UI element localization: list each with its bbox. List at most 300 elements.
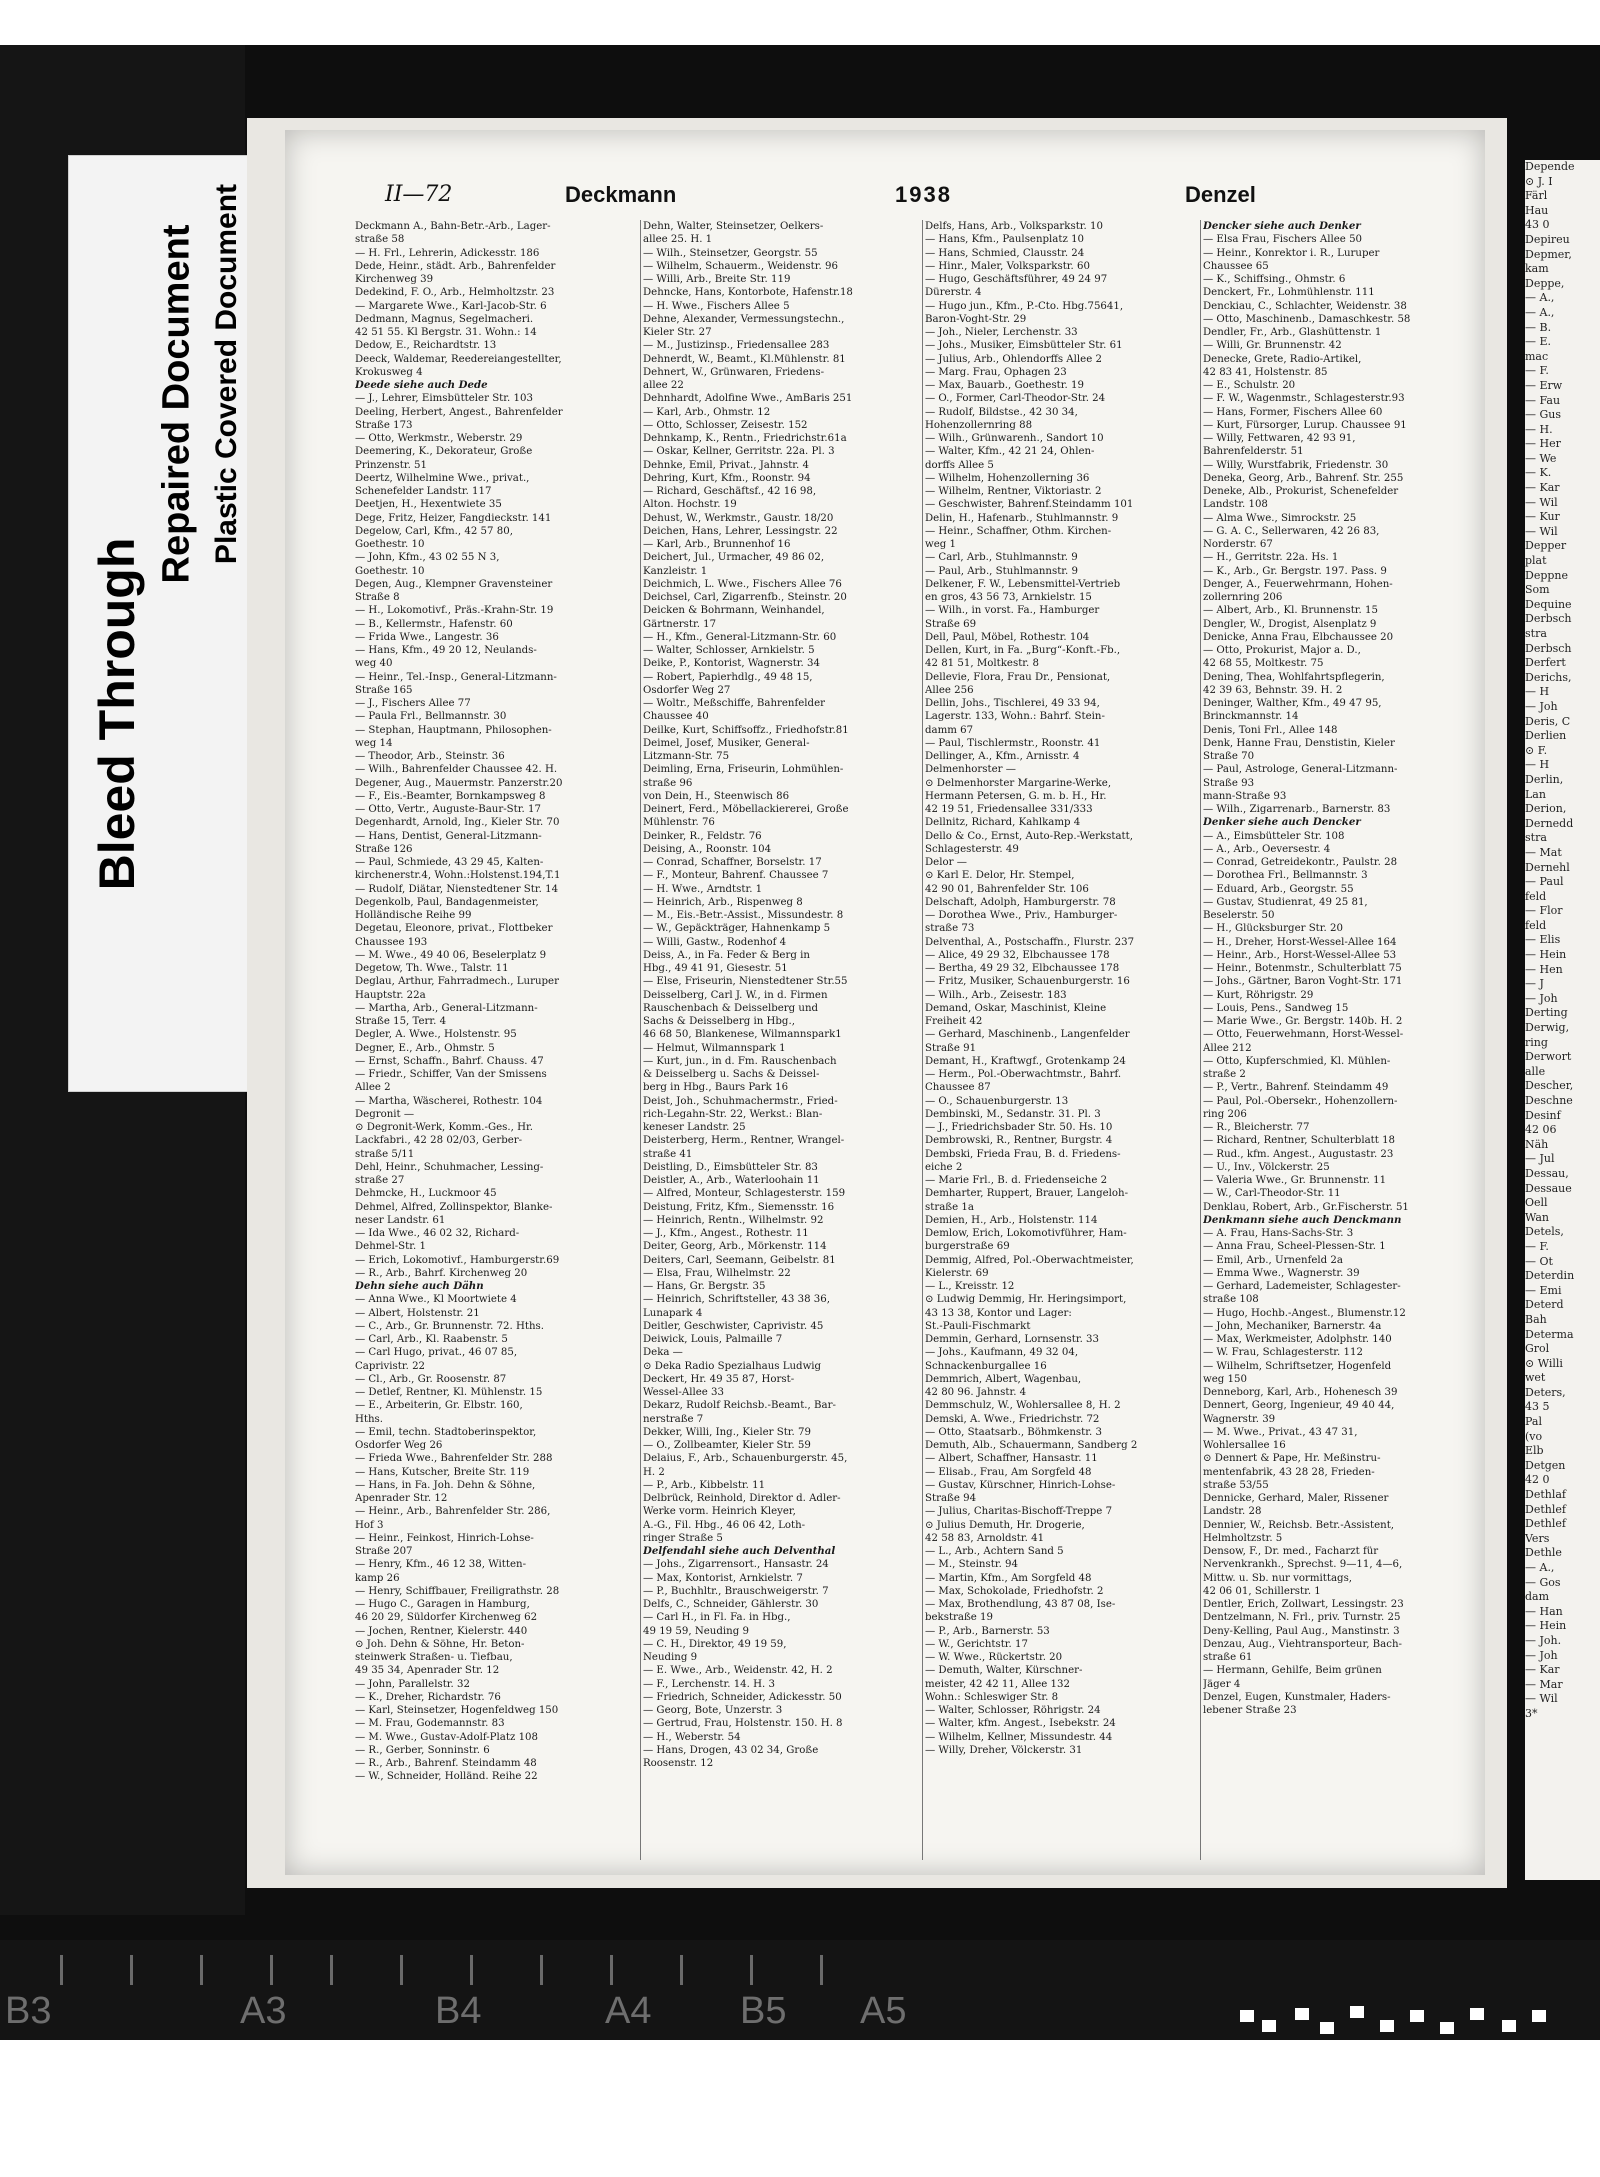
directory-entry-line: Delfs, Hans, Arb., Volksparkstr. 10 bbox=[925, 221, 1103, 232]
directory-entry-line: ringer Straße 5 bbox=[643, 1532, 723, 1544]
directory-entry-line: — M. Wwe., 49 40 06, Beselerplatz 9 bbox=[355, 949, 547, 961]
directory-entry-line: Deist, Joh., Schuhmachermstr., Fried- bbox=[643, 1095, 838, 1107]
directory-entry-line: — Willy, Wurstfabrik, Friedenstr. 30 bbox=[1203, 459, 1389, 471]
directory-entry-line: Mühlenstr. 76 bbox=[643, 817, 715, 829]
directory-entry-line: & Deisselberg u. Sachs & Deissel- bbox=[643, 1069, 820, 1080]
adjacent-page-line: — Mat bbox=[1525, 845, 1562, 859]
directory-entry-line: — Geschwister, Bahrenf.Steindamm 101 bbox=[925, 499, 1134, 511]
directory-entry-line: Osdorfer Weg 26 bbox=[355, 1440, 443, 1451]
directory-entry-line: Demmin, Gerhard, Lornsenstr. 33 bbox=[925, 1334, 1100, 1345]
directory-entry-line: — Wilhelm, Kellner, Missundestr. 44 bbox=[925, 1731, 1113, 1743]
directory-entry-line: Wessel-Allee 33 bbox=[643, 1387, 724, 1398]
directory-entry-line: — Max, Brothendlung, 43 87 08, Ise- bbox=[925, 1599, 1116, 1610]
adjacent-page-line: — Jul bbox=[1525, 1152, 1555, 1166]
directory-entry-line: — Marie Wwe., Gr. Bergstr. 140b. H. 2 bbox=[1203, 1016, 1403, 1027]
directory-entry-line: Demant, H., Kraftwgf., Grotenkamp 24 bbox=[925, 1055, 1126, 1067]
directory-entry-line: Deiter, Georg, Arb., Mörkenstr. 114 bbox=[643, 1241, 827, 1253]
directory-entry-line: Deckmann A., Bahn-Betr.-Arb., Lager- bbox=[355, 221, 551, 232]
directory-entry-line: Dell, Paul, Möbel, Rothestr. 104 bbox=[925, 631, 1090, 643]
directory-entry-line: straße 41 bbox=[643, 1148, 693, 1160]
directory-entry-line: Deglau, Arthur, Fahrradmech., Luruper bbox=[355, 976, 559, 988]
adjacent-page-line: Depmer, bbox=[1525, 247, 1572, 261]
directory-entry-line: Denckiau, C., Schlachter, Weidenstr. 38 bbox=[1203, 300, 1407, 312]
directory-entry-line: — P., Arb., Barnerstr. 53 bbox=[925, 1625, 1050, 1637]
adjacent-page-line: Elb bbox=[1525, 1444, 1544, 1458]
directory-entry-line: Deny-Kelling, Paul Aug., Manstinstr. 3 bbox=[1203, 1625, 1400, 1637]
directory-entry-line: Goethestr. 10 bbox=[355, 539, 425, 550]
adjacent-page-line: — Gus bbox=[1525, 408, 1562, 422]
adjacent-page-line: — Paul bbox=[1525, 875, 1564, 889]
directory-entry-line: ring 206 bbox=[1203, 1108, 1247, 1120]
directory-entry-line: — H., Kfm., General-Litzmann-Str. 60 bbox=[643, 631, 837, 643]
directory-entry-line: Dehnerdt, W., Beamt., Kl.Mühlenstr. 81 bbox=[643, 353, 846, 365]
directory-entry-line: en gros, 43 56 73, Arnkielstr. 15 bbox=[925, 592, 1092, 603]
directory-entry-line: berg in Hbg., Baurs Park 16 bbox=[643, 1082, 789, 1094]
directory-entry-line: — Heinr., Arb., Horst-Wessel-Allee 53 bbox=[1203, 949, 1397, 961]
directory-entry-line: Deiters, Carl, Seemann, Geibelstr. 81 bbox=[643, 1254, 836, 1266]
directory-entry-line: Denger, A., Feuerwehrmann, Hohen- bbox=[1203, 578, 1393, 590]
directory-entry-line: — Willy, Fettwaren, 42 93 91, bbox=[1203, 433, 1356, 444]
directory-entry-line: A.-G., Fil. Hbg., 46 06 42, Loth- bbox=[643, 1519, 806, 1531]
directory-entry-line: — Heinr., Konrektor i. R., Luruper bbox=[1203, 247, 1380, 259]
directory-entry-line: ⊙ Degronit-Werk, Komm.-Ges., Hr. bbox=[355, 1122, 533, 1133]
directory-entry-line: — Marg. Frau, Ophagen 23 bbox=[925, 366, 1067, 378]
directory-entry-line: straße 61 bbox=[1203, 1652, 1253, 1663]
directory-entry-line: Lackfabri., 42 28 02/03, Gerber- bbox=[355, 1135, 523, 1147]
adjacent-page-line: alle bbox=[1525, 1064, 1546, 1078]
directory-entry-line: — K., Schiffsing., Ohmstr. 6 bbox=[1203, 274, 1346, 285]
directory-entry-line: — Max, Bauarb., Goethestr. 19 bbox=[925, 380, 1084, 391]
directory-entry-line: — Joh., Nieler, Lerchenstr. 33 bbox=[925, 327, 1078, 338]
directory-entry-line: mentenfabrik, 43 28 28, Frieden- bbox=[1203, 1466, 1375, 1478]
directory-entry-line: Denklau, Robert, Arb., Gr.Fischerstr. 51 bbox=[1203, 1201, 1409, 1213]
directory-entry-line: — Henry, Kfm., 46 12 38, Witten- bbox=[355, 1559, 527, 1571]
adjacent-page-line: — Erw bbox=[1525, 378, 1563, 392]
adjacent-page-line: — Kur bbox=[1525, 510, 1560, 524]
adjacent-page-line: — Her bbox=[1525, 437, 1561, 451]
directory-entry-line: — A., Arb., Oeversestr. 4 bbox=[1203, 843, 1331, 855]
directory-entry-line: Dede, Heinr., städt. Arb., Bahrenfelder bbox=[355, 260, 556, 272]
adjacent-page-line: Oell bbox=[1525, 1196, 1548, 1210]
directory-entry-line: — Theodor, Arb., Steinstr. 36 bbox=[355, 751, 505, 762]
adjacent-page-line: wet bbox=[1525, 1371, 1546, 1385]
directory-entry-line: Dentzelmann, N. Frl., priv. Turnstr. 25 bbox=[1203, 1612, 1401, 1624]
directory-entry-line: 49 19 59, Neuding 9 bbox=[643, 1625, 749, 1637]
directory-entry-line: Deckert, Hr. 49 35 87, Horst- bbox=[643, 1373, 795, 1385]
directory-entry-line: Deicken & Bohrmann, Weinhandel, bbox=[643, 605, 825, 617]
directory-entry-line: Landstr. 28 bbox=[1203, 1506, 1262, 1518]
directory-entry-line: — Louis, Pens., Sandweg 15 bbox=[1203, 1002, 1349, 1014]
adjacent-page-line: — Joh bbox=[1525, 699, 1558, 713]
directory-entry-line: nerstraße 7 bbox=[643, 1413, 704, 1425]
directory-entry-line: Degronit — bbox=[355, 1108, 415, 1120]
directory-entry-line: 42 81 51, Moltkestr. 8 bbox=[925, 658, 1039, 670]
directory-entry-line: — Elsa Frau, Fischers Allee 50 bbox=[1203, 234, 1363, 246]
directory-entry-line: — J., Fischers Allee 77 bbox=[355, 698, 471, 709]
directory-entry-line: Dellnitz, Richard, Kahlkamp 4 bbox=[925, 817, 1081, 829]
directory-entry-line: bekstraße 19 bbox=[925, 1612, 994, 1624]
directory-entry-line: Neuding 9 bbox=[643, 1652, 698, 1663]
column-divider bbox=[922, 220, 923, 1860]
directory-entry-line: — Hugo, Geschäftsführer, 49 24 97 bbox=[925, 274, 1108, 285]
directory-entry-line: — Robert, Papierhdlg., 49 48 15, bbox=[643, 671, 813, 683]
directory-entry-line: — Walter, Kfm., 42 21 24, Ohlen- bbox=[925, 446, 1095, 458]
directory-entry-line: Mittw. u. Sb. nur vormittags, bbox=[1203, 1572, 1353, 1584]
directory-entry-line: ⊙ Ludwig Demmig, Hr. Heringsimport, bbox=[925, 1294, 1127, 1306]
directory-entry-line: Straße 70 bbox=[1203, 751, 1255, 762]
directory-entry-line: Wohlersallee 16 bbox=[1203, 1440, 1286, 1451]
adjacent-page-line: Deppe, bbox=[1525, 276, 1565, 290]
adjacent-page-line: — Joh. bbox=[1525, 1633, 1562, 1647]
directory-entry-line: — Gerhard, Maschinenb., Langenfelder bbox=[925, 1029, 1130, 1041]
directory-entry-line: — Wilhelm, Hohenzollerning 36 bbox=[925, 472, 1090, 484]
directory-entry-line: Denckert, Fr., Lohmühlenstr. 111 bbox=[1203, 287, 1375, 299]
color-calibration-dots bbox=[1240, 2000, 1570, 2040]
directory-entry-line: — Heinr., Botenmstr., Schulterblatt 75 bbox=[1203, 963, 1402, 974]
directory-entry-line: — Johs., Zigarrensort., Hansastr. 24 bbox=[643, 1559, 829, 1571]
directory-entry-line: Straße 69 bbox=[925, 618, 977, 630]
adjacent-page-line: Depper bbox=[1525, 539, 1567, 553]
directory-entry-line: — Wilhelm, Schriftsetzer, Hogenfeld bbox=[1203, 1360, 1392, 1372]
directory-entry-line: H. 2 bbox=[643, 1466, 665, 1478]
directory-entry-line: Dellinger, A., Kfm., Arnisstr. 4 bbox=[925, 751, 1080, 762]
directory-entry-line: — M., Steinstr. 94 bbox=[925, 1559, 1019, 1571]
directory-entry-line: Straße 8 bbox=[355, 592, 400, 603]
directory-entry-line: — W., Schneider, Holländ. Reihe 22 bbox=[355, 1771, 538, 1783]
directory-entry-line: allee 25. H. 1 bbox=[643, 234, 713, 246]
directory-entry-line: Delfs, C., Schneider, Gählerstr. 30 bbox=[643, 1599, 819, 1610]
directory-entry-line: straße 1a bbox=[925, 1201, 974, 1213]
directory-entry-line: Dembski, Frieda Frau, B. d. Friedens- bbox=[925, 1148, 1121, 1160]
directory-entry-line: 42 83 41, Holstenstr. 85 bbox=[1203, 366, 1328, 378]
directory-entry-line: — Demuth, Walter, Kürschner- bbox=[925, 1665, 1083, 1677]
directory-entry-line: straße 5/11 bbox=[355, 1148, 415, 1160]
directory-entry-line: Delventhal, A., Postschaffn., Flurstr. 237 bbox=[925, 936, 1135, 948]
directory-entry-line: — Carl H., in Fl. Fa. in Hbg., bbox=[643, 1612, 791, 1624]
directory-entry-line: Deinert, Ferd., Möbellackiererei, Große bbox=[643, 804, 849, 815]
directory-entry-line: — Heinrich, Rentn., Wilhelmstr. 92 bbox=[643, 1214, 824, 1226]
directory-entry-line: weg 14 bbox=[355, 737, 393, 749]
adjacent-page-line: Deppne bbox=[1525, 568, 1569, 582]
directory-entry-line: Demski, A. Wwe., Friedrichstr. 72 bbox=[925, 1413, 1100, 1425]
directory-entry-line: — Martha, Arb., General-Litzmann- bbox=[355, 1002, 538, 1014]
directory-entry-line: Kieler Str. 27 bbox=[643, 327, 712, 338]
directory-entry-line: Norderstr. 67 bbox=[1203, 539, 1273, 550]
directory-entry-line: — Hans, Drogen, 43 02 34, Große bbox=[643, 1744, 819, 1756]
directory-entry-line: Dembrowski, R., Rentner, Burgstr. 4 bbox=[925, 1135, 1113, 1147]
directory-entry-line: Holländische Reihe 99 bbox=[355, 910, 472, 921]
directory-entry-line: Demlow, Erich, Lokomotivführer, Ham- bbox=[925, 1228, 1127, 1239]
adjacent-page-line: — Hein bbox=[1525, 1619, 1567, 1633]
adjacent-page-line: Dethlef bbox=[1525, 1517, 1566, 1531]
directory-entry-line: — Walter, kfm. Angest., Isebekstr. 24 bbox=[925, 1718, 1116, 1730]
directory-entry-line: ⊙ Dennert & Pape, Hr. Meßinstru- bbox=[1203, 1453, 1381, 1465]
directory-entry-line: Dekker, Willi, Ing., Kieler Str. 79 bbox=[643, 1426, 811, 1438]
directory-entry-line: Deichsel, Carl, Zigarrenfb., Steinstr. 20 bbox=[643, 592, 847, 603]
adjacent-page-line: ⊙ J. I bbox=[1525, 174, 1553, 188]
directory-entry-line: — Walter, Schlosser, Arnkielstr. 5 bbox=[643, 645, 815, 656]
directory-entry-line: Dendler, Fr., Arb., Glashüttenstr. 1 bbox=[1203, 327, 1382, 338]
directory-entry-line: Deisselberg, Carl J. W., in d. Firmen bbox=[643, 989, 828, 1001]
directory-entry-line: Wagnerstr. 39 bbox=[1203, 1413, 1276, 1425]
directory-entry-line: Hths. bbox=[355, 1413, 384, 1425]
adjacent-page-line: Descher, bbox=[1525, 1079, 1574, 1093]
directory-entry-line: Deistler, A., Arb., Waterloohain 11 bbox=[643, 1175, 820, 1186]
directory-entry-line: — Carl Hugo, privat., 46 07 85, bbox=[355, 1347, 518, 1359]
directory-entry-line: — H., Dreher, Horst-Wessel-Allee 164 bbox=[1203, 936, 1397, 948]
directory-entry-line: — Albert, Holstenstr. 21 bbox=[355, 1307, 480, 1319]
directory-entry-line: — H., Gerritstr. 22a. Hs. 1 bbox=[1203, 552, 1339, 564]
directory-entry-line: Delkener, F. W., Lebensmittel-Vertrieb bbox=[925, 578, 1121, 590]
directory-entry-line: zollernring 206 bbox=[1203, 592, 1283, 603]
directory-entry-line: — W., Carl-Theodor-Str. 11 bbox=[1203, 1188, 1341, 1200]
directory-entry-line: Deistung, Fritz, Kfm., Siemensstr. 16 bbox=[643, 1201, 835, 1213]
directory-entry-line: — Carl, Arb., Kl. Raabenstr. 5 bbox=[355, 1334, 508, 1345]
directory-entry-line: Werke vorm. Heinrich Kleyer, bbox=[643, 1506, 796, 1518]
directory-entry-line: Deisterberg, Herm., Rentner, Wrangel- bbox=[643, 1135, 845, 1147]
directory-entry-line: — Marie Frl., B. d. Friedenseiche 2 bbox=[925, 1175, 1108, 1186]
directory-entry-line: — Gustav, Kürschner, Hinrich-Lohse- bbox=[925, 1479, 1116, 1491]
directory-entry-line: Degen, Aug., Klempner Gravensteiner bbox=[355, 578, 553, 590]
adjacent-page-line: Dethlaf bbox=[1525, 1488, 1566, 1502]
adjacent-page-line: Pal bbox=[1525, 1415, 1542, 1429]
directory-entry-line: Helmholtzstr. 5 bbox=[1203, 1532, 1283, 1544]
directory-entry-line: — E., Schulstr. 20 bbox=[1203, 380, 1296, 391]
directory-entry-line: — P., Buchhltr., Brauschweigerstr. 7 bbox=[643, 1585, 829, 1597]
directory-entry-line: straße 27 bbox=[355, 1175, 405, 1186]
directory-entry-line: Beselerstr. 50 bbox=[1203, 910, 1275, 921]
directory-entry-line: St.-Pauli-Fischmarkt bbox=[925, 1320, 1031, 1332]
directory-entry-line: — Rudolf, Bildstse., 42 30 34, bbox=[925, 406, 1078, 418]
directory-entry-line: Jäger 4 bbox=[1203, 1678, 1241, 1690]
directory-entry-line: Wohn.: Schleswiger Str. 8 bbox=[925, 1691, 1059, 1703]
directory-entry-line: kamp 26 bbox=[355, 1572, 400, 1584]
directory-entry-line: — Albert, Arb., Kl. Brunnenstr. 15 bbox=[1203, 605, 1378, 617]
directory-entry-line: — Kurt, Röhrigstr. 29 bbox=[1203, 989, 1314, 1001]
directory-entry-line: Dürerstr. 4 bbox=[925, 287, 982, 299]
directory-entry-line: Sachs & Deisselberg in Hbg., bbox=[643, 1016, 795, 1027]
directory-entry-line: Prinzenstr. 51 bbox=[355, 459, 428, 471]
directory-entry-line: — C., Arb., Gr. Brunnenstr. 72. Hths. bbox=[355, 1320, 545, 1332]
directory-entry-line: Demien, H., Arb., Holstenstr. 114 bbox=[925, 1214, 1098, 1226]
adjacent-page-line: ⊙ Willi bbox=[1525, 1356, 1563, 1370]
directory-entry-line: — Elisab., Frau, Am Sorgfeld 48 bbox=[925, 1466, 1092, 1478]
directory-entry-line: — Friedrich, Schneider, Adickesstr. 50 bbox=[643, 1691, 842, 1703]
adjacent-page-line: Deris, C bbox=[1525, 714, 1571, 728]
directory-entry-line: Deeck, Waldemar, Reedereiangestellter, bbox=[355, 353, 562, 365]
directory-entry-line: — Dorothea Frl., Bellmannstr. 3 bbox=[1203, 870, 1368, 882]
directory-entry-line: 46 20 29, Süldorfer Kirchenweg 62 bbox=[355, 1612, 538, 1624]
column-divider bbox=[640, 220, 641, 1860]
directory-entry-line: Denecke, Grete, Radio-Artikel, bbox=[1203, 353, 1362, 365]
directory-entry-line: — Willi, Arb., Breite Str. 119 bbox=[643, 274, 791, 285]
directory-entry-line: — U., Inv., Völckerstr. 25 bbox=[1203, 1161, 1330, 1173]
directory-entry-line: — Otto, Feuerwehmann, Horst-Wessel- bbox=[1203, 1029, 1404, 1041]
directory-entry-line: — R., Arb., Bahrenf. Steindamm 48 bbox=[355, 1758, 537, 1769]
directory-entry-line: — F., Eis.-Beamter, Bornkampsweg 8 bbox=[355, 790, 546, 802]
directory-entry-line: Caprivistr. 22 bbox=[355, 1360, 426, 1372]
directory-entry-line: Deka — bbox=[643, 1347, 683, 1359]
directory-entry-line: — Wilhelm, Rentner, Viktoriastr. 2 bbox=[925, 486, 1102, 497]
directory-entry-line: — B., Kellermstr., Hafenstr. 60 bbox=[355, 618, 513, 630]
directory-entry-line: Chaussee 193 bbox=[355, 936, 428, 948]
directory-entry-line: Straße 207 bbox=[355, 1546, 413, 1557]
ruler-label: A3 bbox=[240, 1990, 287, 2032]
directory-entry-line: Hohenzollernring 88 bbox=[925, 419, 1033, 431]
directory-entry-line: — Margarete Wwe., Karl-Jacob-Str. 6 bbox=[355, 300, 547, 312]
directory-entry-line: Demmig, Alfred, Pol.-Oberwachtmeister, bbox=[925, 1254, 1134, 1266]
directory-entry-line: burgerstraße 69 bbox=[925, 1241, 1010, 1253]
directory-entry-line: — Otto, Staatsarb., Böhmkenstr. 3 bbox=[925, 1426, 1102, 1438]
directory-entry-line: Allee 2 bbox=[355, 1082, 391, 1094]
directory-entry-line: 42 19 51, Friedensallee 331/333 bbox=[925, 804, 1093, 815]
directory-entry-line: — Conrad, Schaffner, Borselstr. 17 bbox=[643, 857, 822, 868]
adjacent-page-line: dam bbox=[1525, 1590, 1550, 1604]
label-plastic-covered-document: Plastic Covered Document bbox=[209, 183, 243, 564]
directory-entry-line: 42 39 63, Behnstr. 39. H. 2 bbox=[1203, 684, 1343, 696]
directory-entry-line: — Wilh., Zigarrenarb., Barnerstr. 83 bbox=[1203, 804, 1391, 815]
directory-entry-line: — Elsa, Frau, Wilhelmstr. 22 bbox=[643, 1267, 791, 1279]
directory-entry-line: — Gertrud, Frau, Holstenstr. 150. H. 8 bbox=[643, 1718, 843, 1730]
directory-entry-line: — P., Arb., Kibbelstr. 11 bbox=[643, 1479, 766, 1491]
directory-entry-line: — Karl, Arb., Ohmstr. 12 bbox=[643, 406, 771, 418]
directory-entry-line: Dedow, E., Reichardtstr. 13 bbox=[355, 340, 497, 352]
directory-entry-line: straße 73 bbox=[925, 923, 975, 935]
adjacent-page-line: — Gos bbox=[1525, 1575, 1561, 1589]
directory-entry-line: — Jochen, Rentner, Kielerstr. 440 bbox=[355, 1625, 528, 1637]
adjacent-page-line: Desinf bbox=[1525, 1108, 1561, 1122]
directory-entry-line: 42 06 01, Schillerstr. 1 bbox=[1203, 1585, 1321, 1597]
directory-entry-line: — Anna Frau, Scheel-Plessen-Str. 1 bbox=[1203, 1241, 1386, 1253]
directory-entry-line: Deimel, Josef, Musiker, General- bbox=[643, 737, 810, 749]
directory-entry-line: weg 150 bbox=[1203, 1373, 1247, 1385]
adjacent-page-line: Som bbox=[1525, 583, 1550, 597]
directory-entry-line: Straße 91 bbox=[925, 1042, 977, 1054]
directory-entry-line: Alton. Hochstr. 19 bbox=[643, 499, 737, 511]
adjacent-page-line: — Wil bbox=[1525, 524, 1558, 538]
directory-entry-line: — Karl, Arb., Brunnenhof 16 bbox=[643, 539, 791, 550]
directory-entry-line: — Erich, Lokomotivf., Hamburgerstr.69 bbox=[355, 1254, 560, 1266]
adjacent-page-line: — Ot bbox=[1525, 1254, 1553, 1268]
directory-entry-line: Kirchenweg 39 bbox=[355, 274, 434, 285]
adjacent-page-line: 42 0 bbox=[1525, 1473, 1550, 1487]
directory-entry-line: — E., Arbeiterin, Gr. Elbstr. 160, bbox=[355, 1400, 523, 1412]
directory-entry-line: — R., Arb., Bahrf. Kirchenweg 20 bbox=[355, 1267, 528, 1279]
directory-entry-line: Deilke, Kurt, Schiffsoffz., Friedhofstr.81 bbox=[643, 724, 849, 736]
adjacent-page-line: — H bbox=[1525, 758, 1550, 772]
directory-entry-line: — Dorothea Wwe., Priv., Hamburger- bbox=[925, 910, 1118, 921]
directory-entry-line: — Julius, Charitas-Bischoff-Treppe 7 bbox=[925, 1506, 1113, 1518]
directory-entry-line: neser Landstr. 61 bbox=[355, 1214, 446, 1226]
directory-entry-line: Roosenstr. 12 bbox=[643, 1758, 714, 1769]
directory-entry-line: — Otto, Kupferschmied, Kl. Mühlen- bbox=[1203, 1055, 1391, 1067]
adjacent-page-line: Färl bbox=[1525, 189, 1548, 203]
directory-entry-line: Demharter, Ruppert, Brauer, Langeloh- bbox=[925, 1188, 1129, 1200]
directory-entry-line: 42 68 55, Moltkestr. 75 bbox=[1203, 658, 1324, 670]
directory-entry-line: Degenhardt, Arnold, Ing., Kieler Str. 70 bbox=[355, 817, 560, 829]
directory-entry-line: Delbrück, Reinhold, Direktor d. Adler- bbox=[643, 1493, 841, 1504]
directory-entry-line: lebener Straße 23 bbox=[1203, 1705, 1297, 1716]
directory-entry-line: Dellevie, Flora, Frau Dr., Pensionat, bbox=[925, 671, 1111, 683]
adjacent-page-line: Detgen bbox=[1525, 1458, 1566, 1472]
directory-entry-line: — G. A. C., Sellerwaren, 42 26 83, bbox=[1203, 525, 1380, 537]
directory-entry-line: Lunapark 4 bbox=[643, 1307, 703, 1319]
directory-entry-line: — Hans, Kutscher, Breite Str. 119 bbox=[355, 1466, 530, 1478]
adjacent-page-line: feld bbox=[1525, 889, 1547, 903]
directory-entry-line: Dehnhardt, Adolfine Wwe., AmBaris 251 bbox=[643, 393, 853, 405]
ruler-tick bbox=[200, 1955, 203, 1985]
directory-entry-line: Straße 94 bbox=[925, 1493, 977, 1504]
directory-entry-line: — R., Gerber, Sonninstr. 6 bbox=[355, 1744, 490, 1756]
adjacent-page-line: — Wil bbox=[1525, 1692, 1558, 1706]
directory-entry-line: Nervenkrankh., Sprechst. 9—11, 4—6, bbox=[1203, 1559, 1403, 1571]
directory-entry-line: — Heinr., Tel.-Insp., General-Litzmann- bbox=[355, 671, 557, 683]
adjacent-page-line: Deschne bbox=[1525, 1094, 1573, 1107]
directory-entry-line: Degelow, Carl, Kfm., 42 57 80, bbox=[355, 525, 513, 537]
directory-entry-line: — Oskar, Kellner, Gerritstr. 22a. Pl. 3 bbox=[643, 446, 835, 458]
directory-entry-line: — O., Former, Carl-Theodor-Str. 24 bbox=[925, 393, 1106, 405]
directory-entry-line: Dennert, Georg, Ingenieur, 49 40 44, bbox=[1203, 1400, 1395, 1412]
directory-column-3 bbox=[925, 220, 1205, 1865]
directory-entry-line: — Herm., Pol.-Oberwachtmstr., Bahrf. bbox=[925, 1069, 1122, 1080]
directory-entry-line: — Heinrich, Schriftsteller, 43 38 36, bbox=[643, 1294, 830, 1306]
directory-entry-line: Goethestr. 10 bbox=[355, 565, 425, 577]
directory-entry-line: — Emil, techn. Stadtoberinspektor, bbox=[355, 1426, 537, 1438]
directory-entry-line: ⊙ Deka Radio Spezialhaus Ludwig bbox=[643, 1360, 822, 1372]
document-tag-label bbox=[68, 155, 255, 1092]
adjacent-page-line: Dequine bbox=[1525, 597, 1572, 611]
directory-entry-line: 42 90 01, Bahrenfelder Str. 106 bbox=[925, 883, 1089, 895]
directory-entry-line: Osdorfer Weg 27 bbox=[643, 684, 731, 696]
adjacent-page-line: — K. bbox=[1525, 466, 1552, 480]
adjacent-page-line: — Flor bbox=[1525, 904, 1563, 918]
directory-entry-line: Hermann Petersen, G. m. b. H., Hr. bbox=[925, 790, 1107, 802]
directory-entry-line: — P., Vertr., Bahrenf. Steindamm 49 bbox=[1203, 1082, 1389, 1094]
directory-entry-line: Denicke, Anna Frau, Elbchaussee 20 bbox=[1203, 631, 1394, 643]
directory-entry-line: Deertz, Wilhelmine Wwe., privat., bbox=[355, 472, 530, 484]
directory-entry-line: Dehnert, W., Grünwaren, Friedens- bbox=[643, 366, 825, 378]
directory-entry-line: — Ida Wwe., 46 02 32, Richard- bbox=[355, 1228, 520, 1239]
directory-entry-line: Hbg., 49 41 91, Giesestr. 51 bbox=[643, 963, 788, 974]
directory-entry-line: — Eduard, Arb., Georgstr. 55 bbox=[1203, 883, 1354, 895]
adjacent-page-line: 3* bbox=[1525, 1706, 1538, 1720]
adjacent-page-line: Vers bbox=[1525, 1531, 1550, 1545]
directory-entry-line: — H. Frl., Lehrerin, Adickesstr. 186 bbox=[355, 247, 540, 259]
directory-entry-line: — Fritz, Musiker, Schauenburgerstr. 16 bbox=[925, 976, 1130, 988]
adjacent-page-line: mac bbox=[1525, 349, 1549, 363]
directory-entry-line: Dello & Co., Ernst, Auto-Rep.-Werkstatt, bbox=[925, 830, 1133, 842]
directory-entry-line: Delschaft, Adolph, Hamburgerstr. 78 bbox=[925, 896, 1116, 908]
adjacent-page-line: Derion, bbox=[1525, 802, 1567, 816]
adjacent-page-line: — Joh bbox=[1525, 1648, 1558, 1662]
directory-entry-line: — Wilhelm, Schauerm., Weidenstr. 96 bbox=[643, 260, 838, 272]
directory-entry-line: — Hans, Schmied, Clausstr. 24 bbox=[925, 247, 1085, 259]
directory-entry-line: Degetau, Eleonore, privat., Flottbeker bbox=[355, 923, 553, 935]
last-entry-word: Denzel bbox=[1185, 182, 1256, 207]
adjacent-page-line: Derwort bbox=[1525, 1050, 1572, 1064]
directory-entry-line: — Bertha, 49 29 32, Elbchaussee 178 bbox=[925, 963, 1120, 974]
directory-entry-line: Chaussee 65 bbox=[1203, 260, 1269, 272]
adjacent-page-line: feld bbox=[1525, 918, 1547, 932]
directory-entry-line: — John, Parallelstr. 32 bbox=[355, 1678, 470, 1690]
adjacent-page-line: Dernedd bbox=[1525, 816, 1574, 830]
directory-entry-line: Deimling, Erna, Friseurin, Lohmühlen- bbox=[643, 764, 844, 776]
directory-entry-line: Kanzleistr. 1 bbox=[643, 565, 708, 577]
directory-column-1 bbox=[355, 220, 645, 1865]
directory-entry-line: — Alice, 49 29 32, Elbchaussee 178 bbox=[925, 949, 1110, 961]
ruler-label: A4 bbox=[605, 1990, 652, 2032]
directory-entry-line: Densow, F., Dr. med., Facharzt für bbox=[1203, 1546, 1379, 1557]
